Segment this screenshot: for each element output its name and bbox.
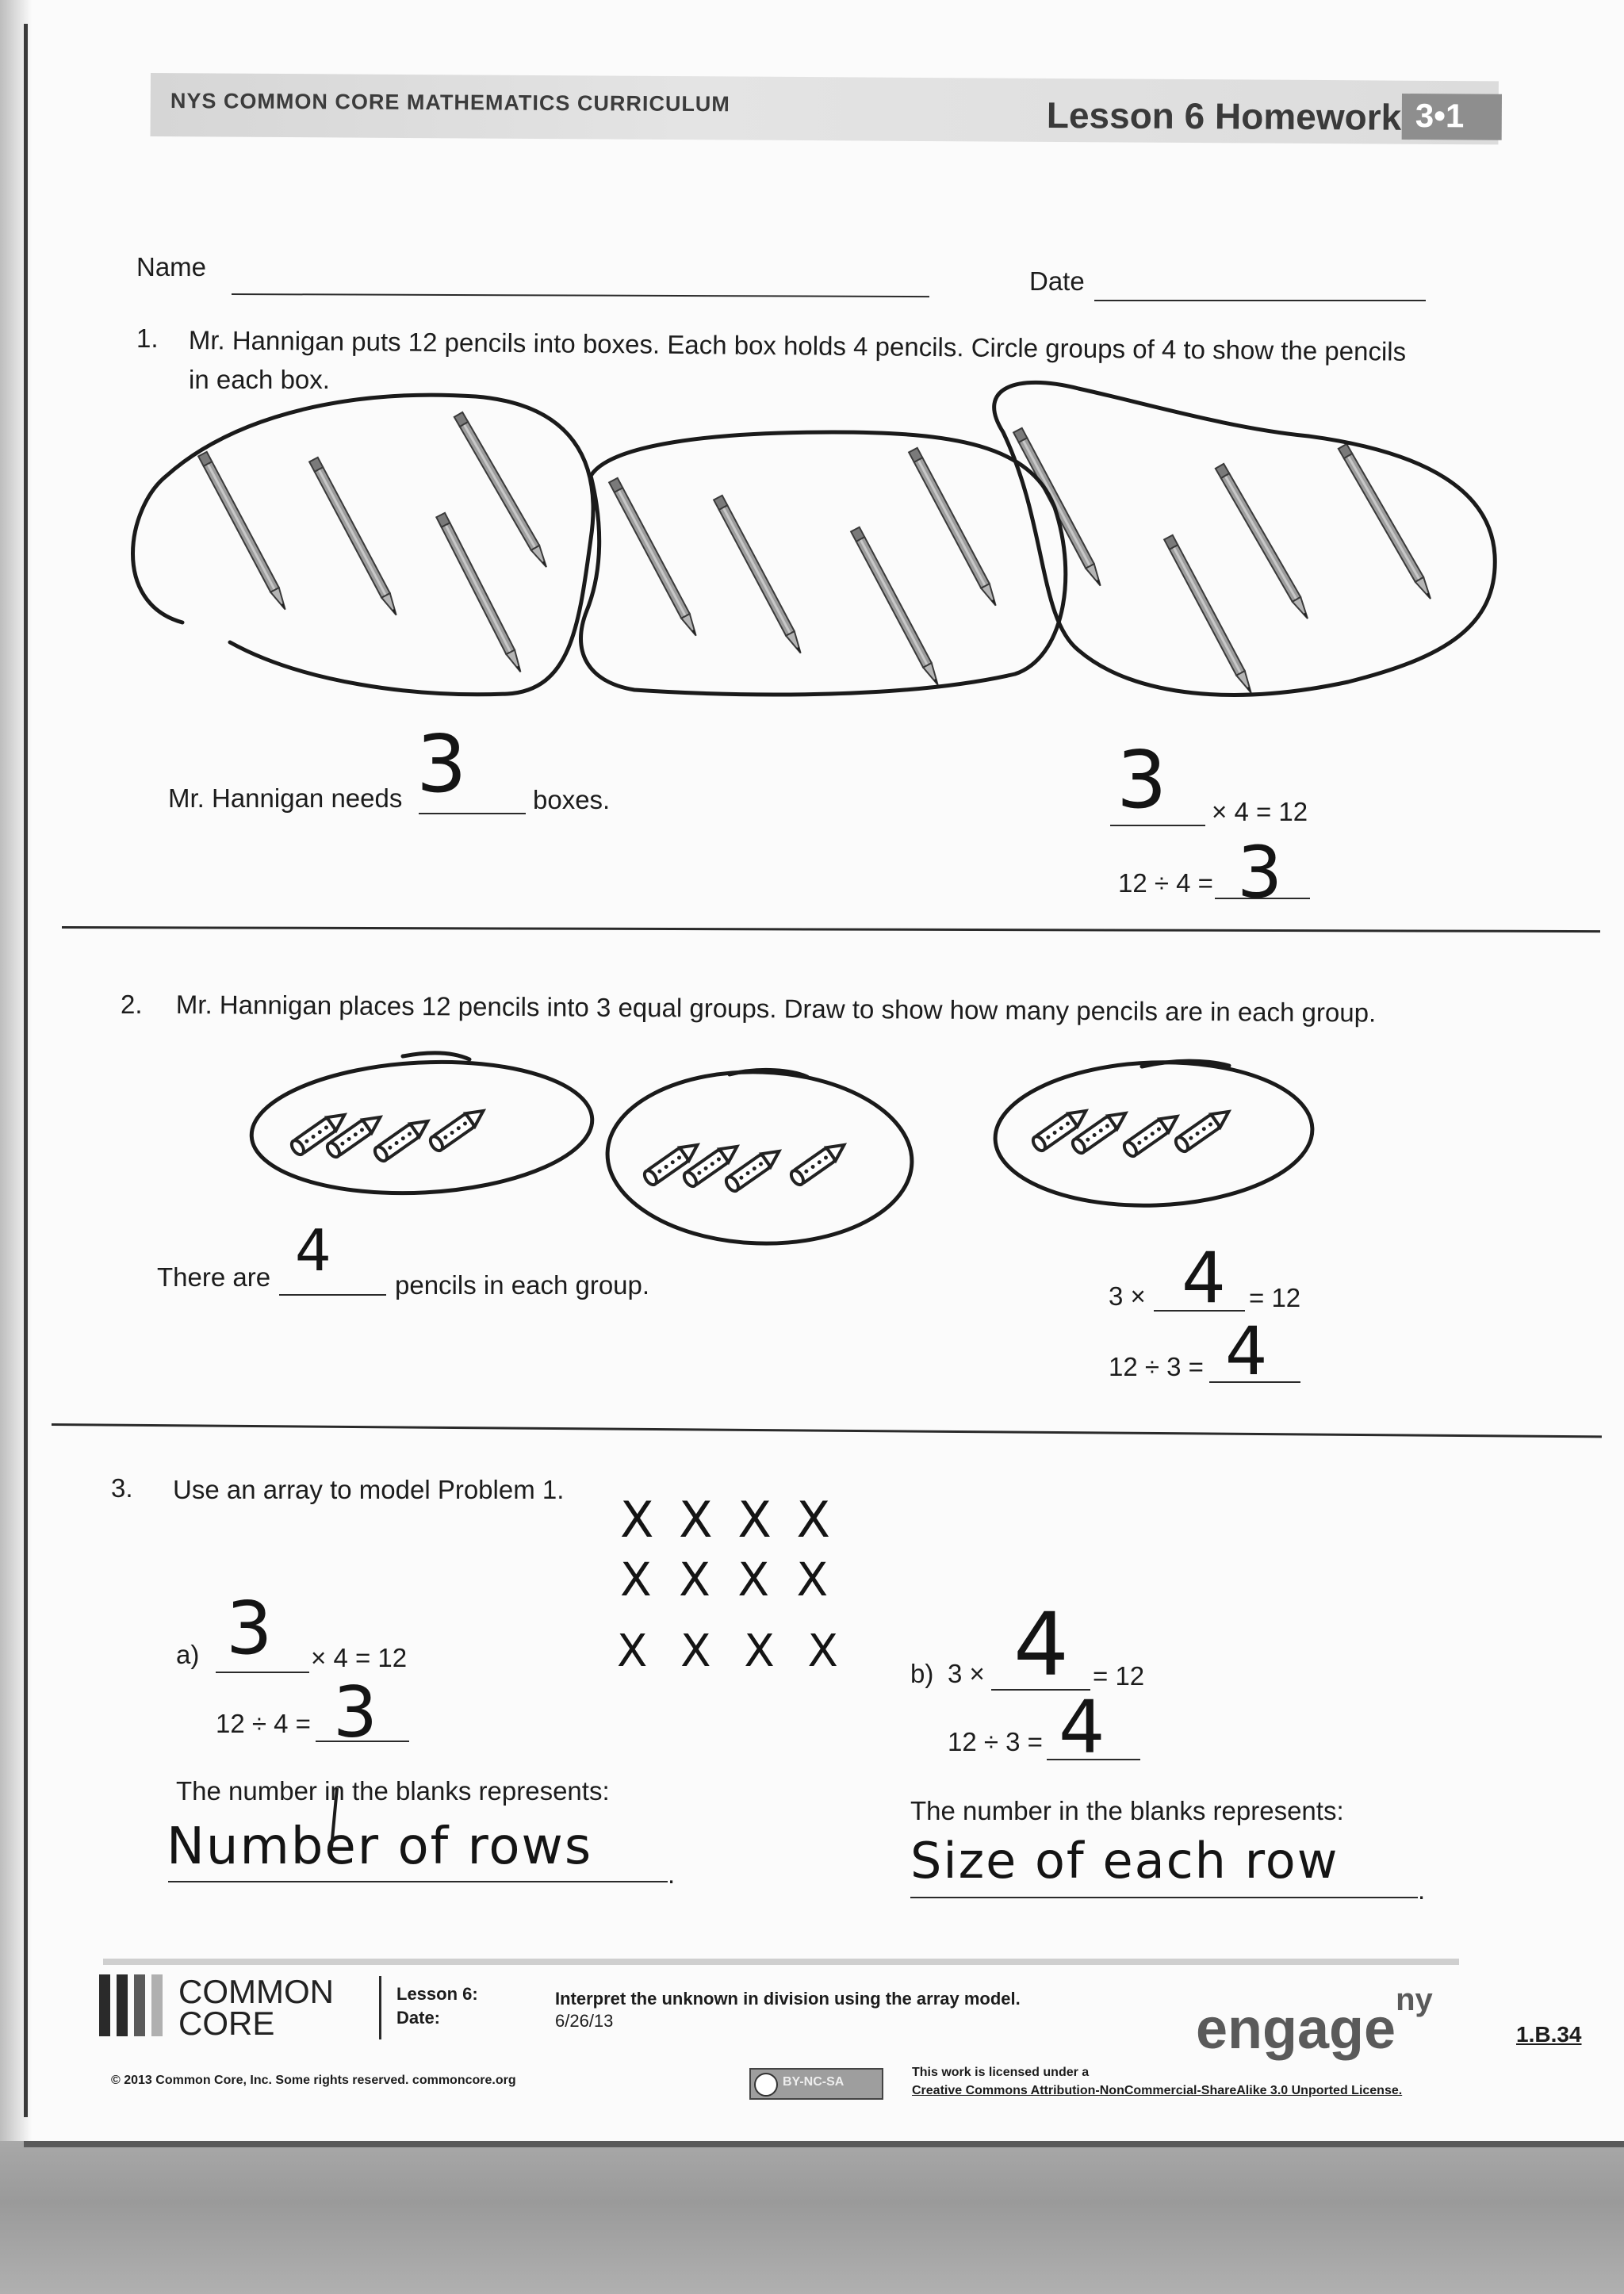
- problem2-pencils-in-each: pencils in each group.: [395, 1270, 650, 1300]
- problem3-b-eq2-prefix: 12 ÷ 3 =: [948, 1727, 1043, 1756]
- drawn-pencil-icon: [789, 1139, 848, 1187]
- pencil-icon: [309, 458, 400, 618]
- problem2-eq2-answer: 4: [1225, 1312, 1268, 1390]
- problem3-b-period: .: [1418, 1875, 1426, 1905]
- problem1-eq1-answer: 3: [1116, 733, 1167, 826]
- problem3-a-represents-label: The number in the blanks represents:: [176, 1776, 610, 1806]
- array-row-2: X X X X: [620, 1553, 835, 1607]
- engage-logo-sup: ny: [1396, 1982, 1433, 2017]
- footer-copyright: © 2013 Common Core, Inc. Some rights reserved. commoncore.org: [111, 2074, 516, 2087]
- problem2-eq1-answer: 4: [1182, 1237, 1226, 1319]
- problem1-eq2-prefix: 12 ÷ 4 =: [1118, 868, 1213, 898]
- problem2-drawn-pencils: [289, 1105, 1233, 1193]
- problem2-eq1-suffix: = 12: [1249, 1283, 1301, 1312]
- pencil-icon: [436, 513, 524, 674]
- problem3-b-eq1-suffix: = 12: [1093, 1661, 1145, 1691]
- problem1-group-circles: [133, 382, 1496, 695]
- problem2-number: 2.: [121, 990, 143, 1019]
- problem3-b-represents-label: The number in the blanks represents:: [910, 1796, 1344, 1825]
- pencil-icon: [198, 452, 289, 612]
- problem3-a-eq2-answer: 3: [333, 1672, 377, 1753]
- problem1-number: 1.: [136, 324, 159, 353]
- problem3-a-eq2-prefix: 12 ÷ 4 =: [216, 1709, 311, 1738]
- name-label: Name: [136, 252, 207, 281]
- problem1-eq2-answer: 3: [1237, 831, 1283, 914]
- date-label: Date: [1029, 266, 1085, 296]
- problem2-group-circles: [248, 1053, 1315, 1249]
- problem3-b-represents-answer: Size of each row: [910, 1832, 1339, 1890]
- problem3-b-label: b): [910, 1659, 934, 1688]
- pencil-icon: [851, 527, 942, 687]
- drawn-pencil-icon: [1122, 1110, 1182, 1158]
- problem3-a-period: .: [668, 1859, 676, 1889]
- drawn-pencil-icon: [1174, 1105, 1233, 1154]
- pencil-icon: [454, 412, 550, 569]
- engage-logo-text: engage: [1196, 1997, 1396, 2061]
- problem3-a-label: a): [176, 1640, 200, 1669]
- problem1-pencils: [198, 412, 1434, 695]
- pencil-icon: [1216, 464, 1312, 621]
- problem2-each-answer: 4: [295, 1217, 331, 1284]
- drawn-pencil-icon: [373, 1115, 432, 1163]
- problem1-needs-suffix: boxes.: [533, 785, 611, 814]
- drawn-pencil-icon: [428, 1105, 488, 1153]
- problem1-needs-prefix: Mr. Hannigan needs: [168, 783, 403, 813]
- pencil-icon: [1013, 428, 1105, 588]
- problem2-eq1-prefix: 3 ×: [1109, 1281, 1146, 1311]
- pencil-icon: [1339, 444, 1434, 601]
- footer-lesson-desc: Interpret the unknown in division using the array model.: [555, 1989, 1021, 2009]
- page-code: 1.B.34: [1516, 2022, 1582, 2047]
- problem2-eq2-prefix: 12 ÷ 3 =: [1109, 1352, 1204, 1381]
- license-line2: Creative Commons Attribution-NonCommercial-ShareAlike 3.0 Unported License.: [912, 2084, 1403, 2097]
- problem3-a-eq1-answer: 3: [226, 1586, 273, 1671]
- problem3-a-eq1-suffix: × 4 = 12: [311, 1643, 408, 1672]
- pencil-icon: [609, 478, 700, 638]
- footer-lesson-label: Lesson 6:: [396, 1984, 478, 2004]
- license-line1: This work is licensed under a: [912, 2066, 1090, 2079]
- pencil-icon: [1164, 535, 1255, 695]
- problem2-there-are: There are: [157, 1262, 271, 1292]
- problem1-eq1-suffix: × 4 = 12: [1212, 797, 1308, 826]
- problem3-b-eq2-answer: 4: [1059, 1685, 1105, 1770]
- footer-date-label: Date:: [396, 2008, 441, 2028]
- problem2-text: Mr. Hannigan places 12 pencils into 3 equal groups. Draw to show how many pencils are in each group.: [175, 990, 1377, 1028]
- module-badge-text: 3•1: [1415, 97, 1465, 135]
- problem1-text-line1: Mr. Hannigan puts 12 pencils into boxes. Each box holds 4 pencils. Circle groups of 4 to show the pencils: [188, 325, 1407, 366]
- problem3-b-eq1-prefix: 3 ×: [948, 1659, 985, 1688]
- cc-badge-text: BY-NC-SA: [783, 2075, 845, 2089]
- problem3-text: Use an array to model Problem 1.: [173, 1475, 565, 1504]
- brand-line2: CORE: [178, 2005, 275, 2042]
- problem3-a-represents-answer: Number of rows: [167, 1817, 593, 1876]
- pencil-icon: [909, 448, 1000, 608]
- circle-mark: [403, 1053, 469, 1059]
- pencil-icon: [714, 496, 805, 656]
- problem3-b-eq1-answer: 4: [1013, 1594, 1069, 1695]
- problem1-text-line2: in each box.: [189, 365, 330, 394]
- problem3-number: 3.: [111, 1473, 133, 1503]
- problem1-needs-answer: 3: [416, 718, 467, 810]
- pen-stroke: [331, 1788, 337, 1848]
- array-row-1: X X X X: [620, 1491, 836, 1549]
- curriculum-title: NYS COMMON CORE MATHEMATICS CURRICULUM: [170, 89, 730, 117]
- brand-line1: COMMON: [178, 1973, 334, 2010]
- array-row-3: X X X X: [617, 1626, 848, 1677]
- footer-date-value: 6/26/13: [555, 2011, 614, 2031]
- lesson-title: Lesson 6 Homework: [1046, 94, 1402, 138]
